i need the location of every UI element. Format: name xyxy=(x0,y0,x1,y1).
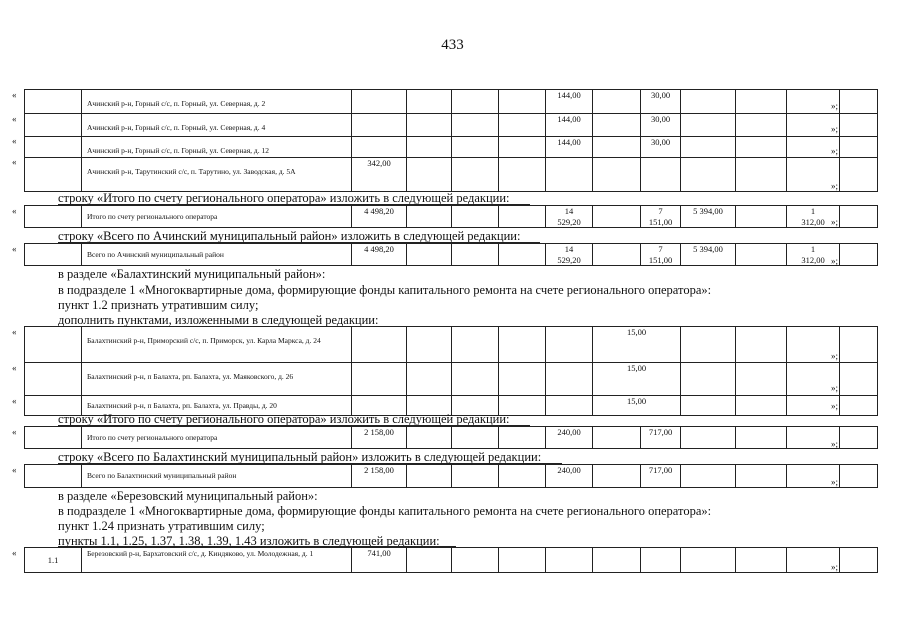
instruction-text: пункты 1.1, 1.25, 1.37, 1.38, 1.39, 1.43 изложить в следующей редакции: xyxy=(58,534,440,548)
value-cell xyxy=(641,244,681,266)
value-cell: 30,00 xyxy=(641,114,681,137)
value-part: 14 xyxy=(564,206,574,216)
open-quote: « xyxy=(12,114,17,124)
open-quote: « xyxy=(12,327,17,337)
balakhta-vsego-table xyxy=(24,464,878,488)
close-mark: »; xyxy=(831,439,839,449)
value-part: 1 xyxy=(810,244,816,254)
open-quote: « xyxy=(12,465,17,475)
berezovsky-rows-table xyxy=(24,547,878,573)
address-cell: Ачинский р-н, Горный с/с, п. Горный, ул. Северная, д. 4 xyxy=(82,114,352,137)
value-part: 7 xyxy=(658,206,663,216)
close-mark: »; xyxy=(831,562,839,572)
value-cell: 717,00 xyxy=(641,427,681,449)
value-cell: 5 394,00 xyxy=(681,206,736,228)
table-row xyxy=(25,465,878,488)
open-quote: « xyxy=(12,206,17,216)
address-cell: Балахтинский р-н, п Балахта, рп. Балахта, ул. Маяковского, д. 26 xyxy=(82,363,352,396)
value-cell: 15,00 xyxy=(593,327,681,363)
close-mark: »; xyxy=(831,146,839,156)
value-cell: 5 394,00 xyxy=(681,244,736,266)
open-quote: « xyxy=(12,427,17,437)
close-mark: »; xyxy=(831,181,839,191)
subsection-text: в подразделе 1 «Многоквартирные дома, формирующие фонды капитального ремонта на счете регионального оператора»: xyxy=(58,283,712,297)
open-quote: « xyxy=(12,396,17,406)
close-mark: »; xyxy=(831,217,839,227)
close-mark: »; xyxy=(831,256,839,266)
clause-text: пункт 1.24 признать утратившим силу; xyxy=(58,519,265,533)
instruction-text: строку «Всего по Балахтинский муниципальный район» изложить в следующей редакции: xyxy=(58,450,542,464)
balakhta-rows-table xyxy=(24,326,878,416)
achinsk-itogo-table xyxy=(24,205,878,228)
value-cell: 144,00 xyxy=(546,137,593,158)
open-quote: « xyxy=(12,157,17,167)
label-cell: Всего по Балахтинский муниципальный район xyxy=(82,465,352,488)
close-mark: »; xyxy=(831,124,839,134)
address-cell: Балахтинский р-н, Приморский с/с, п. Приморск, ул. Карла Маркса, д. 24 xyxy=(82,327,352,363)
value-cell xyxy=(352,137,407,158)
clause-text: пункт 1.2 признать утратившим силу; xyxy=(58,298,259,312)
table-row xyxy=(25,427,878,449)
table-row xyxy=(25,137,878,158)
value-cell: 30,00 xyxy=(641,137,681,158)
value-cell: 144,00 xyxy=(546,90,593,114)
table-row xyxy=(25,244,878,266)
value-cell: 144,00 xyxy=(546,114,593,137)
achinsk-rows-table xyxy=(24,89,878,192)
table-row xyxy=(25,90,878,114)
value-cell: 717,00 xyxy=(641,465,681,488)
section-heading: в разделе «Березовский муниципальный район»: xyxy=(58,489,318,503)
open-quote: « xyxy=(12,244,17,254)
label-cell: Итого по счету регионального оператора xyxy=(82,427,352,449)
address-cell: Березовский р-н, Бархатовский с/с, д. Киндяково, ул. Молодежная, д. 1 xyxy=(82,548,352,573)
table-row xyxy=(25,363,878,396)
instruction-text: строку «Всего по Ачинский муниципальный район» изложить в следующей редакции: xyxy=(58,229,521,243)
address-cell: Ачинский р-н, Тарутинский с/с, п. Тарутино, ул. Заводская, д. 5А xyxy=(82,158,352,192)
instruction-text: дополнить пунктами, изложенными в следующей редакции: xyxy=(58,313,379,327)
value-cell: 30,00 xyxy=(641,90,681,114)
close-mark: »; xyxy=(831,101,839,111)
value-cell: 240,00 xyxy=(546,427,593,449)
table-row xyxy=(25,114,878,137)
value-part: 312,00 xyxy=(801,217,825,227)
open-quote: « xyxy=(12,90,17,100)
value-cell xyxy=(546,158,593,192)
value-cell xyxy=(546,206,593,228)
table-row xyxy=(25,327,878,363)
value-cell: 2 158,00 xyxy=(352,465,407,488)
label-cell: Итого по счету регионального оператора xyxy=(82,206,352,228)
table-row xyxy=(25,206,878,228)
open-quote: « xyxy=(12,136,17,146)
subsection-text: в подразделе 1 «Многоквартирные дома, формирующие фонды капитального ремонта на счете регионального оператора»: xyxy=(58,504,712,518)
value-cell xyxy=(352,90,407,114)
address-cell: Ачинский р-н, Горный с/с, п. Горный, ул. Северная, д. 2 xyxy=(82,90,352,114)
label-cell: Всего по Ачинский муниципальный район xyxy=(82,244,352,266)
value-part: 529,20 xyxy=(557,255,581,265)
value-cell: 2 158,00 xyxy=(352,427,407,449)
instruction-text: строку «Итого по счету регионального оператора» изложить в следующей редакции: xyxy=(58,191,510,205)
value-cell xyxy=(641,158,681,192)
table-row xyxy=(25,158,878,192)
close-mark: »; xyxy=(831,477,839,487)
value-part: 312,00 xyxy=(801,255,825,265)
value-cell: 4 498,20 xyxy=(352,244,407,266)
value-part: 529,20 xyxy=(557,217,581,227)
value-cell: 240,00 xyxy=(546,465,593,488)
open-quote: « xyxy=(12,548,17,558)
value-cell xyxy=(352,114,407,137)
value-cell xyxy=(641,206,681,228)
value-cell: 15,00 xyxy=(593,396,681,416)
achinsk-vsego-table xyxy=(24,243,878,266)
value-cell xyxy=(546,244,593,266)
row-number-cell: 1.1 xyxy=(25,548,82,573)
close-mark: »; xyxy=(831,351,839,361)
value-part: 151,00 xyxy=(648,217,673,227)
open-quote: « xyxy=(12,363,17,373)
address-cell: Балахтинский р-н, п Балахта, рп. Балахта, ул. Правды, д. 20 xyxy=(82,396,352,416)
value-part: 14 xyxy=(564,244,574,254)
value-part: 151,00 xyxy=(648,255,673,265)
value-cell: 15,00 xyxy=(593,363,681,396)
value-part: 1 xyxy=(810,206,816,216)
table-row xyxy=(25,548,878,573)
address-cell: Ачинский р-н, Горный с/с, п. Горный, ул. Северная, д. 12 xyxy=(82,137,352,158)
instruction-text: строку «Итого по счету регионального оператора» изложить в следующей редакции: xyxy=(58,412,510,426)
close-mark: »; xyxy=(831,401,839,411)
value-cell: 4 498,20 xyxy=(352,206,407,228)
value-part: 7 xyxy=(658,244,663,254)
section-heading: в разделе «Балахтинский муниципальный район»: xyxy=(58,267,326,281)
value-cell: 342,00 xyxy=(352,158,407,192)
balakhta-itogo-table xyxy=(24,426,878,449)
close-mark: »; xyxy=(831,383,839,393)
page-number: 433 xyxy=(441,37,464,53)
value-cell: 741,00 xyxy=(352,548,407,573)
